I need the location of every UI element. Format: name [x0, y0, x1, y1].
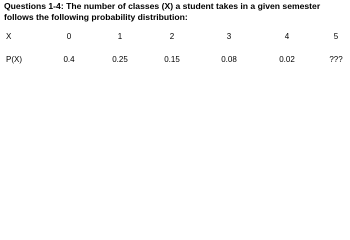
probability-cell: 0.08: [221, 55, 237, 64]
x-value-cell: 4: [284, 32, 290, 41]
probability-cell: 0.15: [164, 55, 180, 64]
probability-cell: 0.02: [279, 55, 295, 64]
x-value-cell: 2: [169, 32, 175, 41]
x-value-cell: 3: [226, 32, 232, 41]
probability-row: [0, 54, 350, 66]
x-value-cell: 5: [333, 32, 339, 41]
probability-cell: 0.25: [112, 55, 128, 64]
x-row: [0, 31, 350, 43]
x-value-cell: 1: [117, 32, 123, 41]
p-header: P(X): [6, 55, 22, 64]
probability-cell: ???: [329, 55, 343, 64]
question-text: Questions 1-4: The number of classes (X) a student takes in a given semester follows the following probability distribution:: [4, 1, 321, 22]
probability-cell: 0.4: [63, 55, 75, 64]
x-header: X: [6, 32, 12, 41]
probability-distribution-table: [0, 31, 350, 72]
x-value-cell: 0: [66, 32, 72, 41]
